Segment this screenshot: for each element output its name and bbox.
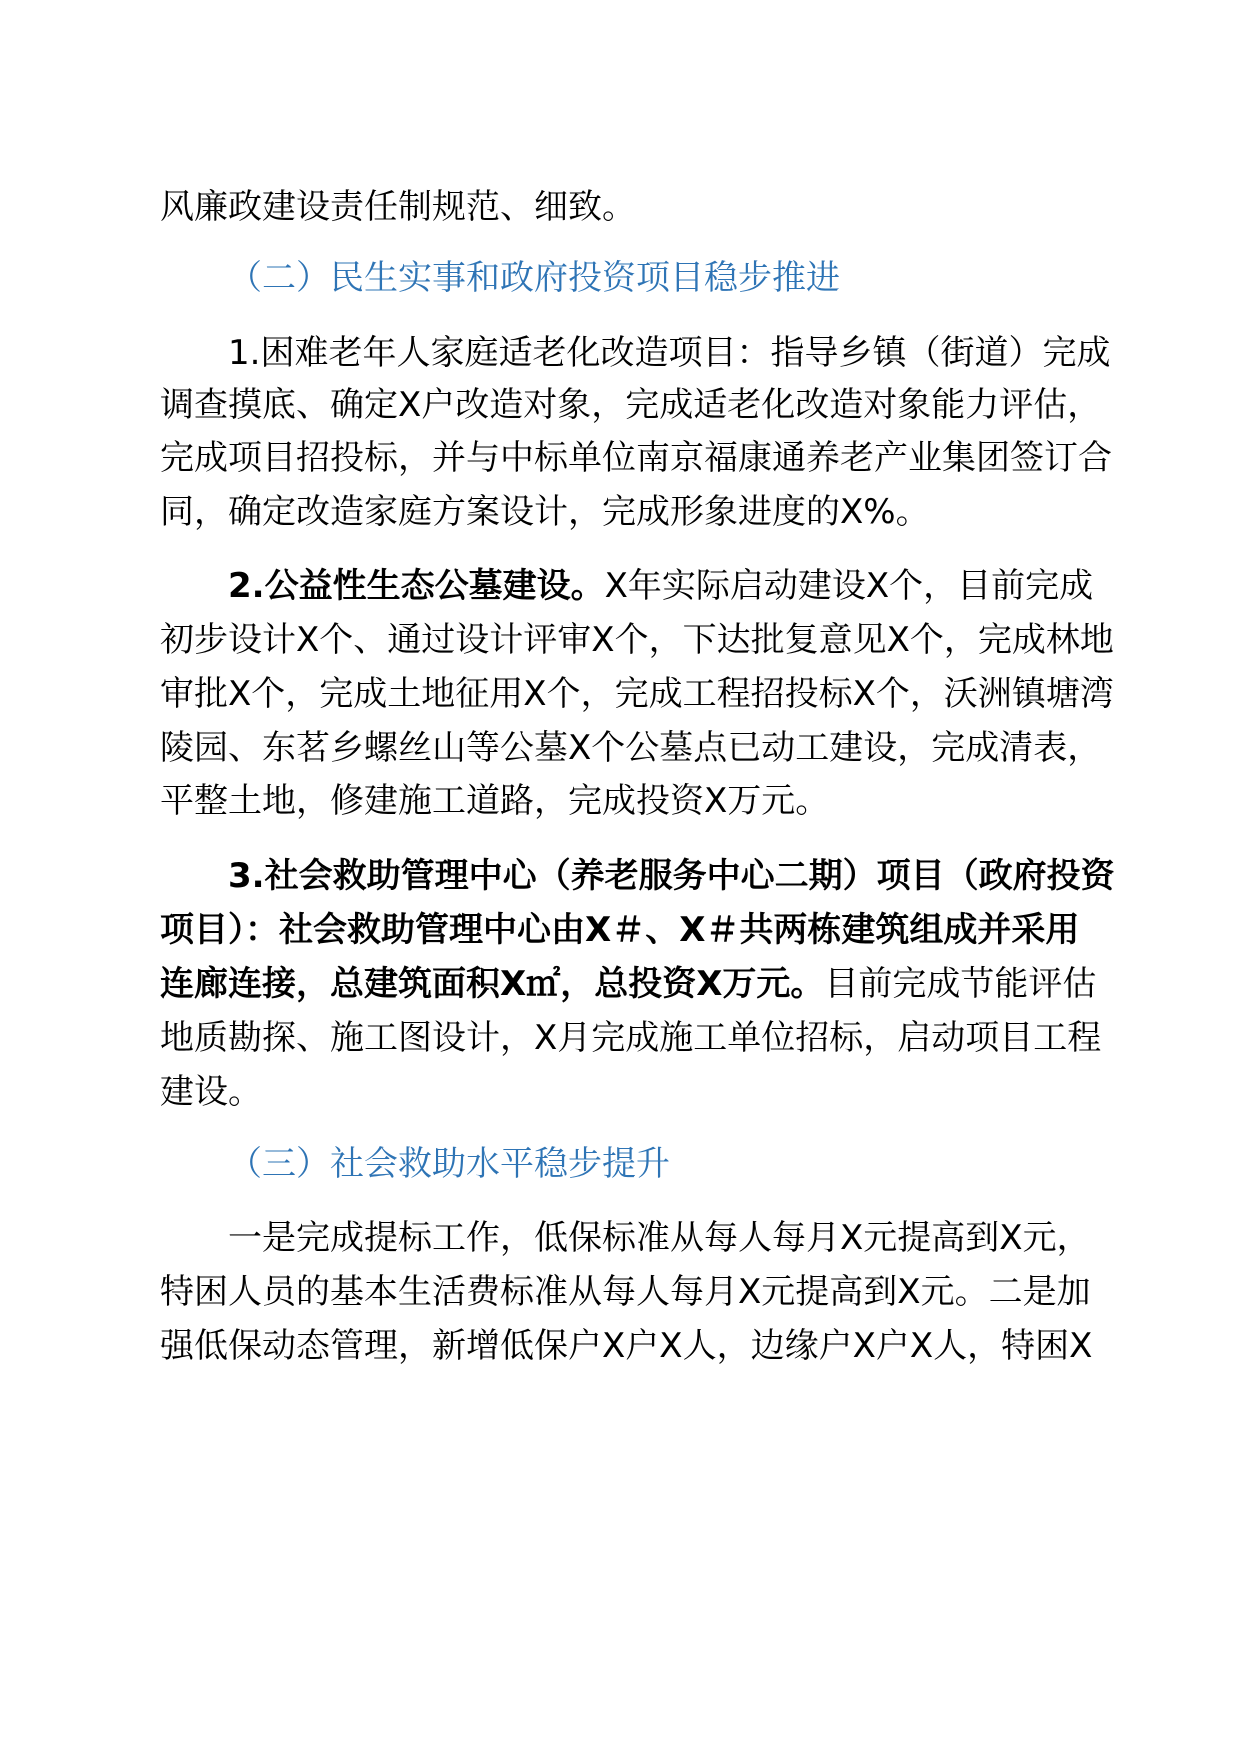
paragraph-line: 审批X个，完成土地征用X个，完成工程招投标X个，沃洲镇塘湾 xyxy=(160,674,1114,714)
paragraph-line: 1.困难老年人家庭适老化改造项目：指导乡镇（街道）完成 xyxy=(228,333,1111,373)
paragraph-line: 建设。 xyxy=(160,1072,262,1112)
paragraph-line: 同，确定改造家庭方案设计，完成形象进度的X%。 xyxy=(160,492,930,532)
paragraph-line: 陵园、东茗乡螺丝山等公墓X个公墓点已动工建设，完成清表， xyxy=(160,728,1102,768)
paragraph-line: 初步设计X个、通过设计评审X个，下达批复意见X个，完成林地 xyxy=(160,620,1114,660)
line-text: X年实际启动建设X个，目前完成 xyxy=(604,566,1094,606)
paragraph-line-bold: 3.社会救助管理中心（养老服务中心二期）项目（政府投资 xyxy=(228,856,1115,896)
paragraph-line: 特困人员的基本生活费标准从每人每月X元提高到X元。二是加 xyxy=(160,1272,1091,1312)
paragraph-line xyxy=(160,964,1096,1004)
paragraph-line: 地质勘探、施工图设计，X月完成施工单位招标，启动项目工程 xyxy=(160,1018,1102,1058)
paragraph-line: 风廉政建设责任制规范、细致。 xyxy=(160,187,636,227)
section-heading-3: （三）社会救助水平稳步提升 xyxy=(228,1144,670,1184)
paragraph-line: 平整土地，修建施工道路，完成投资X万元。 xyxy=(160,781,830,821)
paragraph-line: 调查摸底、确定X户改造对象，完成适老化改造对象能力评估， xyxy=(160,385,1102,425)
paragraph-line: 一是完成提标工作，低保标准从每人每月X元提高到X元， xyxy=(228,1218,1091,1258)
bold-lead: 2.公益性生态公墓建设。 xyxy=(228,566,605,606)
paragraph-line: 强低保动态管理，新增低保户X户X人，边缘户X户X人，特困X xyxy=(160,1326,1093,1366)
section-heading-2: （二）民生实事和政府投资项目稳步推进 xyxy=(228,258,840,298)
line-text: 目前完成节能评估 xyxy=(824,964,1097,1004)
paragraph-line-bold: 项目）：社会救助管理中心由X＃、X＃共两栋建筑组成并采用 xyxy=(160,910,1080,950)
paragraph-line: 完成项目招投标，并与中标单位南京福康通养老产业集团签订合 xyxy=(160,438,1112,478)
paragraph-line xyxy=(228,566,1093,606)
bold-lead: 连廊连接，总建筑面积X㎡，总投资X万元。 xyxy=(160,964,825,1004)
